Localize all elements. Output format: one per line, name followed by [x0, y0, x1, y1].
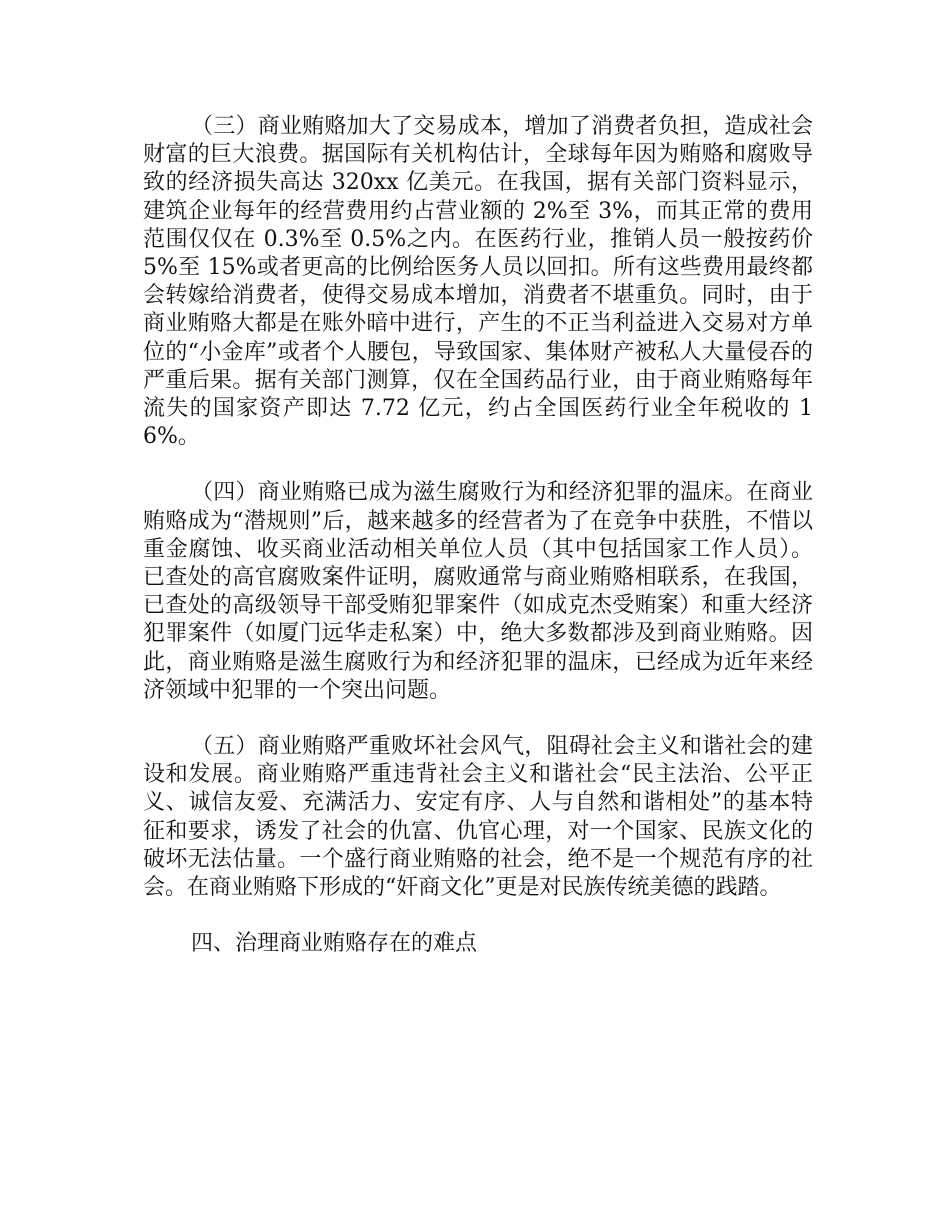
section-heading: 四、治理商业贿赂存在的难点 — [191, 931, 478, 957]
paragraph-corruption-breeding: （四）商业贿赂已成为滋生腐败行为和经济犯罪的温床。在商业贿赂成为“潜规则”后，越来越多的经营者为了在竞争中获胜，不惜以重金腐蚀、收买商业活动相关单位人员（其中包括国家工作人员）。已查处的高官腐败案件证明，腐败通常与商业贿赂相联系，在我国，已查处的高级领导干部受贿犯罪案件（如成克杰受贿案）和重大经济犯罪案件（如厦门远华走私案）中，绝大多数都涉及到商业贿赂。因此，商业贿赂是滋生腐败行为和经济犯罪的温床，已经成为近年来经济领域中犯罪的一个突出问题。 — [143, 480, 813, 703]
paragraph-cost-burden: （三）商业贿赂加大了交易成本，增加了消费者负担，造成社会财富的巨大浪费。据国际有关机构估计，全球每年因为贿赂和腐败导致的经济损失高达 320xx 亿美元。在我国，据有关部门资料显示，建筑企业每年的经营费用约占营业额的 2%至 3%，而其正常的费用范围仅仅在 0.3%至 0.5%之内。在医药行业，推销人员一般按药价 5%至 15%或者更高的比例给医务人员以回扣。所有这些费用最终都会转嫁给消费者，使得交易成本增加，消费者不堪重负。同时，由于商业贿赂大都是在账外暗中进行，产生的不正当利益进入交易对方单位的“小金库”或者个人腰包，导致国家、集体财产被私人大量侵吞的严重后果。据有关部门测算，仅在全国药品行业，由于商业贿赂每年流失的国家资产即达 7.72 亿元，约占全国医药行业全年税收的 16%。 — [143, 114, 813, 450]
paragraph-social-ethos: （五）商业贿赂严重败坏社会风气，阻碍社会主义和谐社会的建设和发展。商业贿赂严重违背社会主义和谐社会“民主法治、公平正义、诚信友爱、充满活力、安定有序、人与自然和谐相处”的基本特征和要求，诱发了社会的仇富、仇官心理，对一个国家、民族文化的破坏无法估量。一个盛行商业贿赂的社会，绝不是一个规范有序的社会。在商业贿赂下形成的“奸商文化”更是对民族传统美德的践踏。 — [143, 734, 813, 901]
document-page — [143, 113, 813, 958]
